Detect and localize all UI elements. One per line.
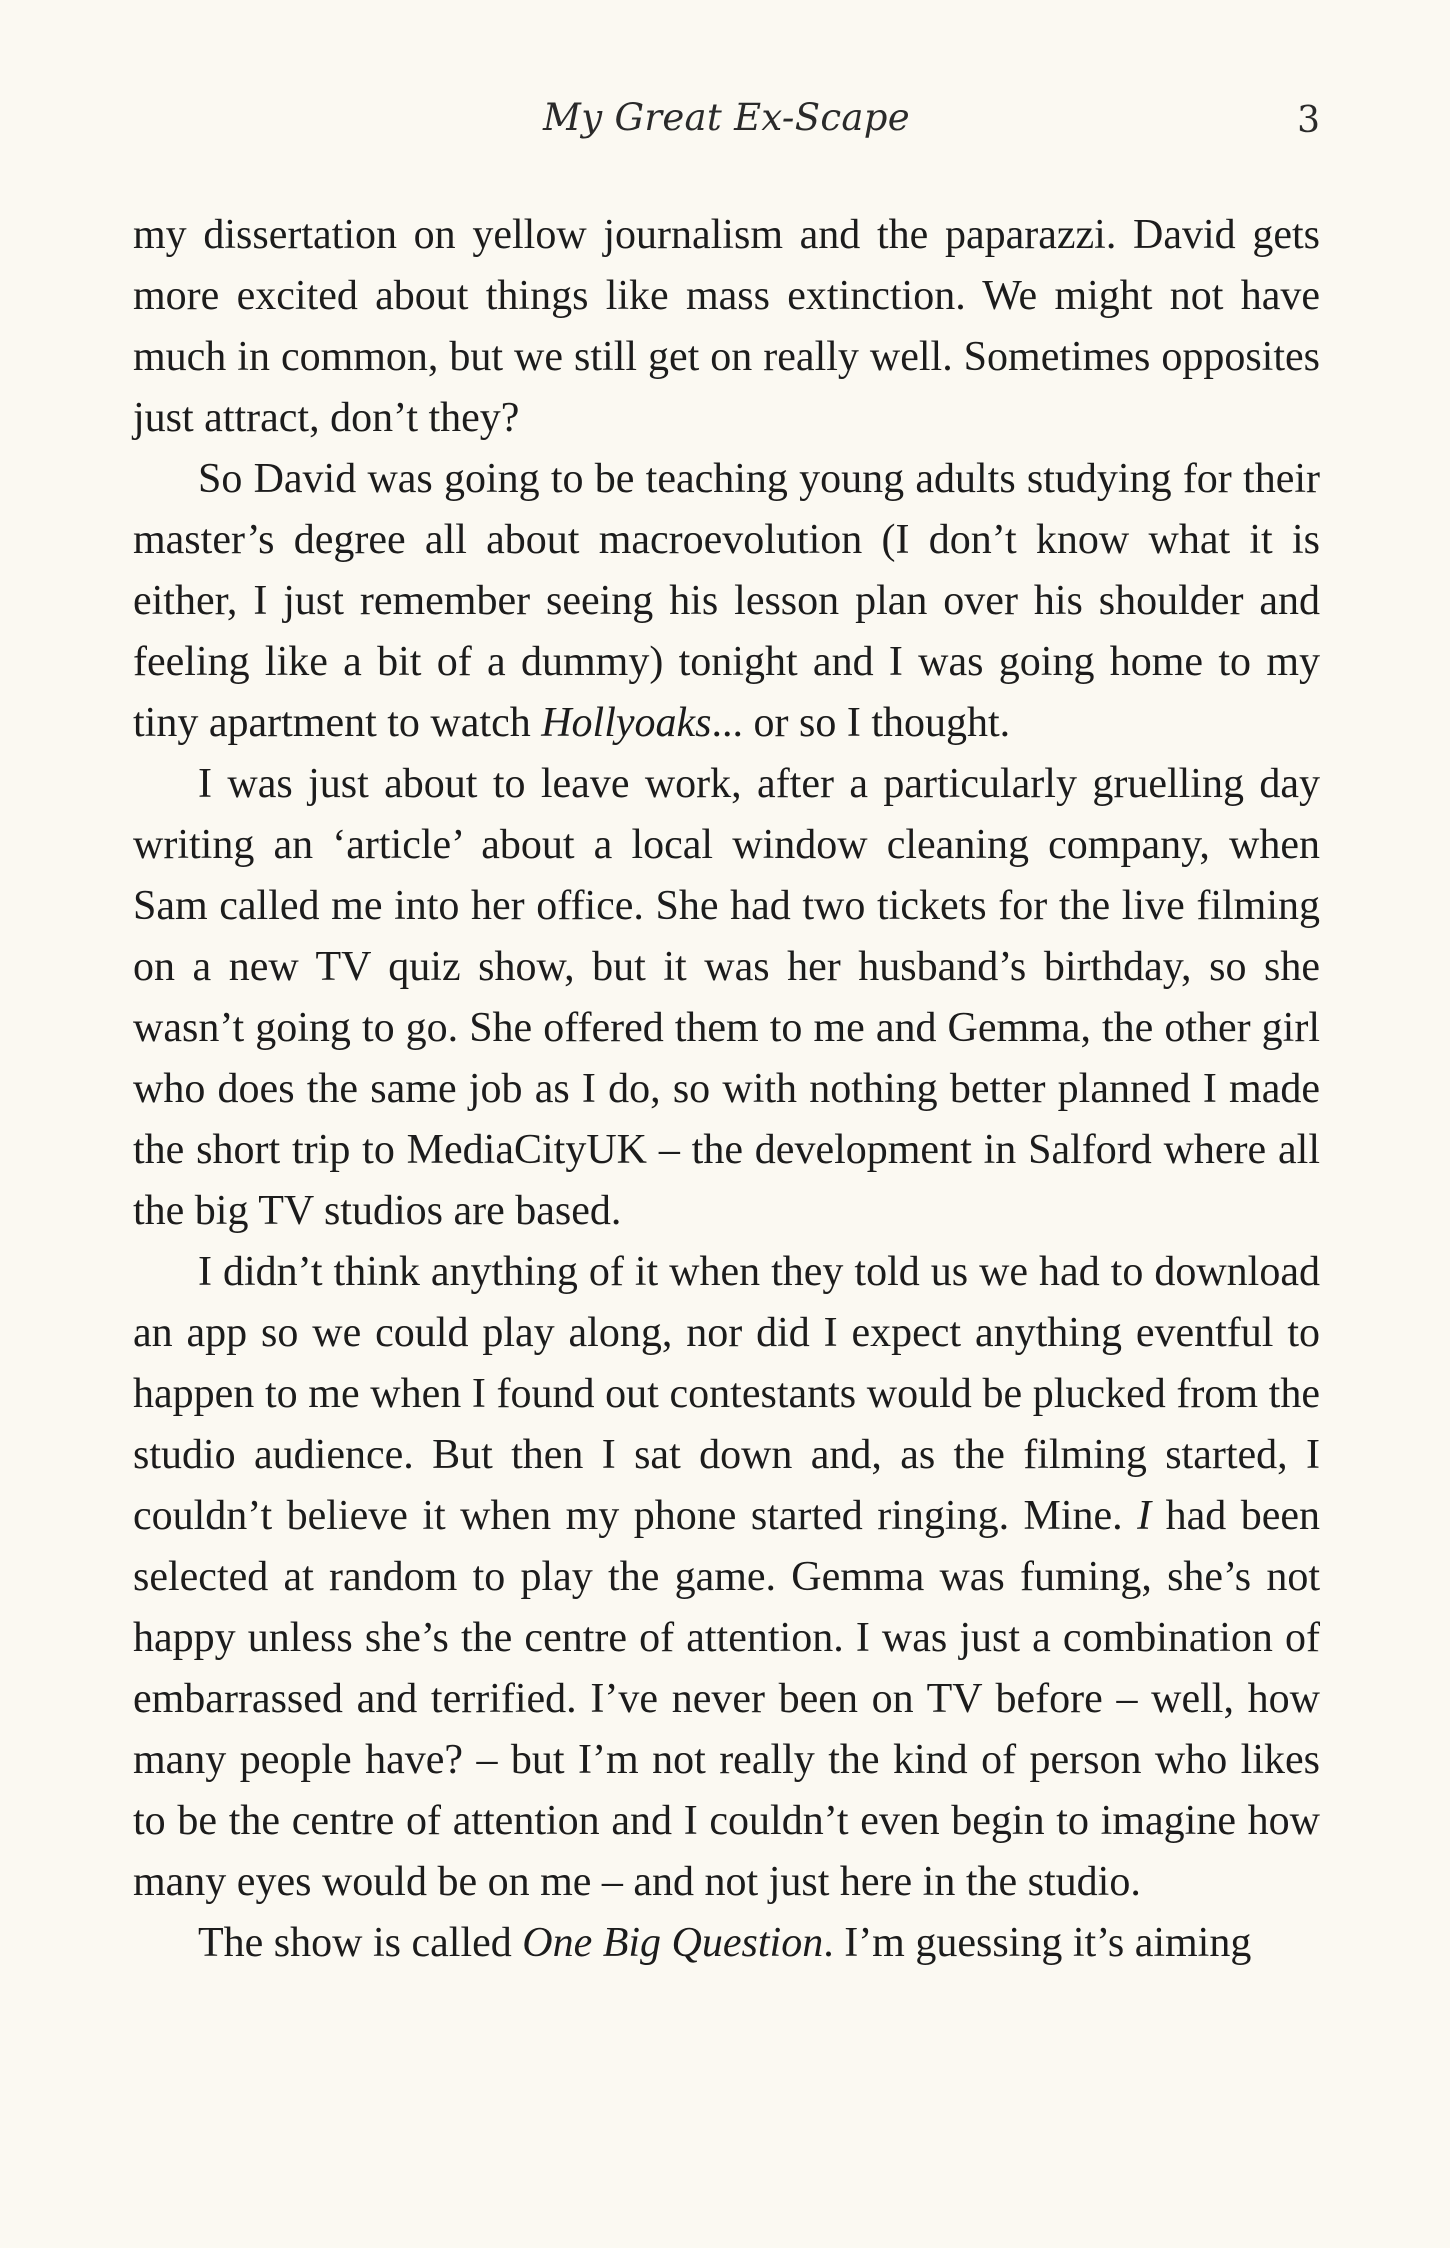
text-segment: The show is called <box>198 1920 523 1966</box>
paragraph-1 <box>133 205 1320 449</box>
paragraph-3 <box>133 754 1320 1242</box>
show-title-hollyoaks: Hollyoaks <box>541 700 712 746</box>
paragraph-2 <box>133 449 1320 754</box>
running-title: My Great Ex-Scape <box>543 96 910 139</box>
paragraph-4 <box>133 1242 1320 1913</box>
text-segment: had been selected at random to play the game. Gemma was fuming, she’s not happy unless she’s the centre of attention. I was just a combination of embarrassed and terrified. I’ve never been on TV before – well, how many people have? – but I’m not really the kind of person who likes to be the centre of attention and I couldn’t even begin to imagine how many eyes would be on me – and not just here in the studio. <box>133 1493 1320 1905</box>
text-segment: ... or so I thought. <box>711 700 1011 746</box>
body-text <box>133 205 1320 1974</box>
text-segment: my dissertation on yellow journalism and the paparazzi. David gets more excited about things like mass extinction. We might not have much in common, but we still get on really well. Sometimes opposites just attract, don’t they? <box>133 212 1320 441</box>
show-title-one-big-question: One Big Question <box>522 1920 824 1966</box>
emphasis-i: I <box>1137 1493 1152 1539</box>
text-segment: I was just about to leave work, after a particularly gruelling day writing an ‘article’ about a local window cleaning company, when Sam called me into her office. She had two tickets for the live filming on a new TV quiz show, but it was her husband’s birthday, so she wasn’t going to go. She offered them to me and Gemma, the other girl who does the same job as I do, so with nothing better planned I made the short trip to MediaCityUK – the development in Salford where all the big TV studios are based. <box>133 761 1320 1234</box>
page-number: 3 <box>1297 100 1320 141</box>
paragraph-5 <box>133 1913 1320 1974</box>
text-segment: I didn’t think anything of it when they told us we had to download an app so we could play along, nor did I expect anything eventful to happen to me when I found out contestants would be plucked from the studio audience. But then I sat down and, as the filming started, I couldn’t believe it when my phone started ringing. Mine. <box>133 1249 1320 1539</box>
text-segment: . I’m guessing it’s aiming <box>823 1920 1252 1966</box>
text-segment: So David was going to be teaching young adults studying for their master’s degree all about macroevolution (I don’t know what it is either, I just remember seeing his lesson plan over his shoulder and feeling like a bit of a dummy) tonight and I was going home to my tiny apartment to watch <box>133 456 1320 746</box>
page-header <box>133 96 1320 176</box>
